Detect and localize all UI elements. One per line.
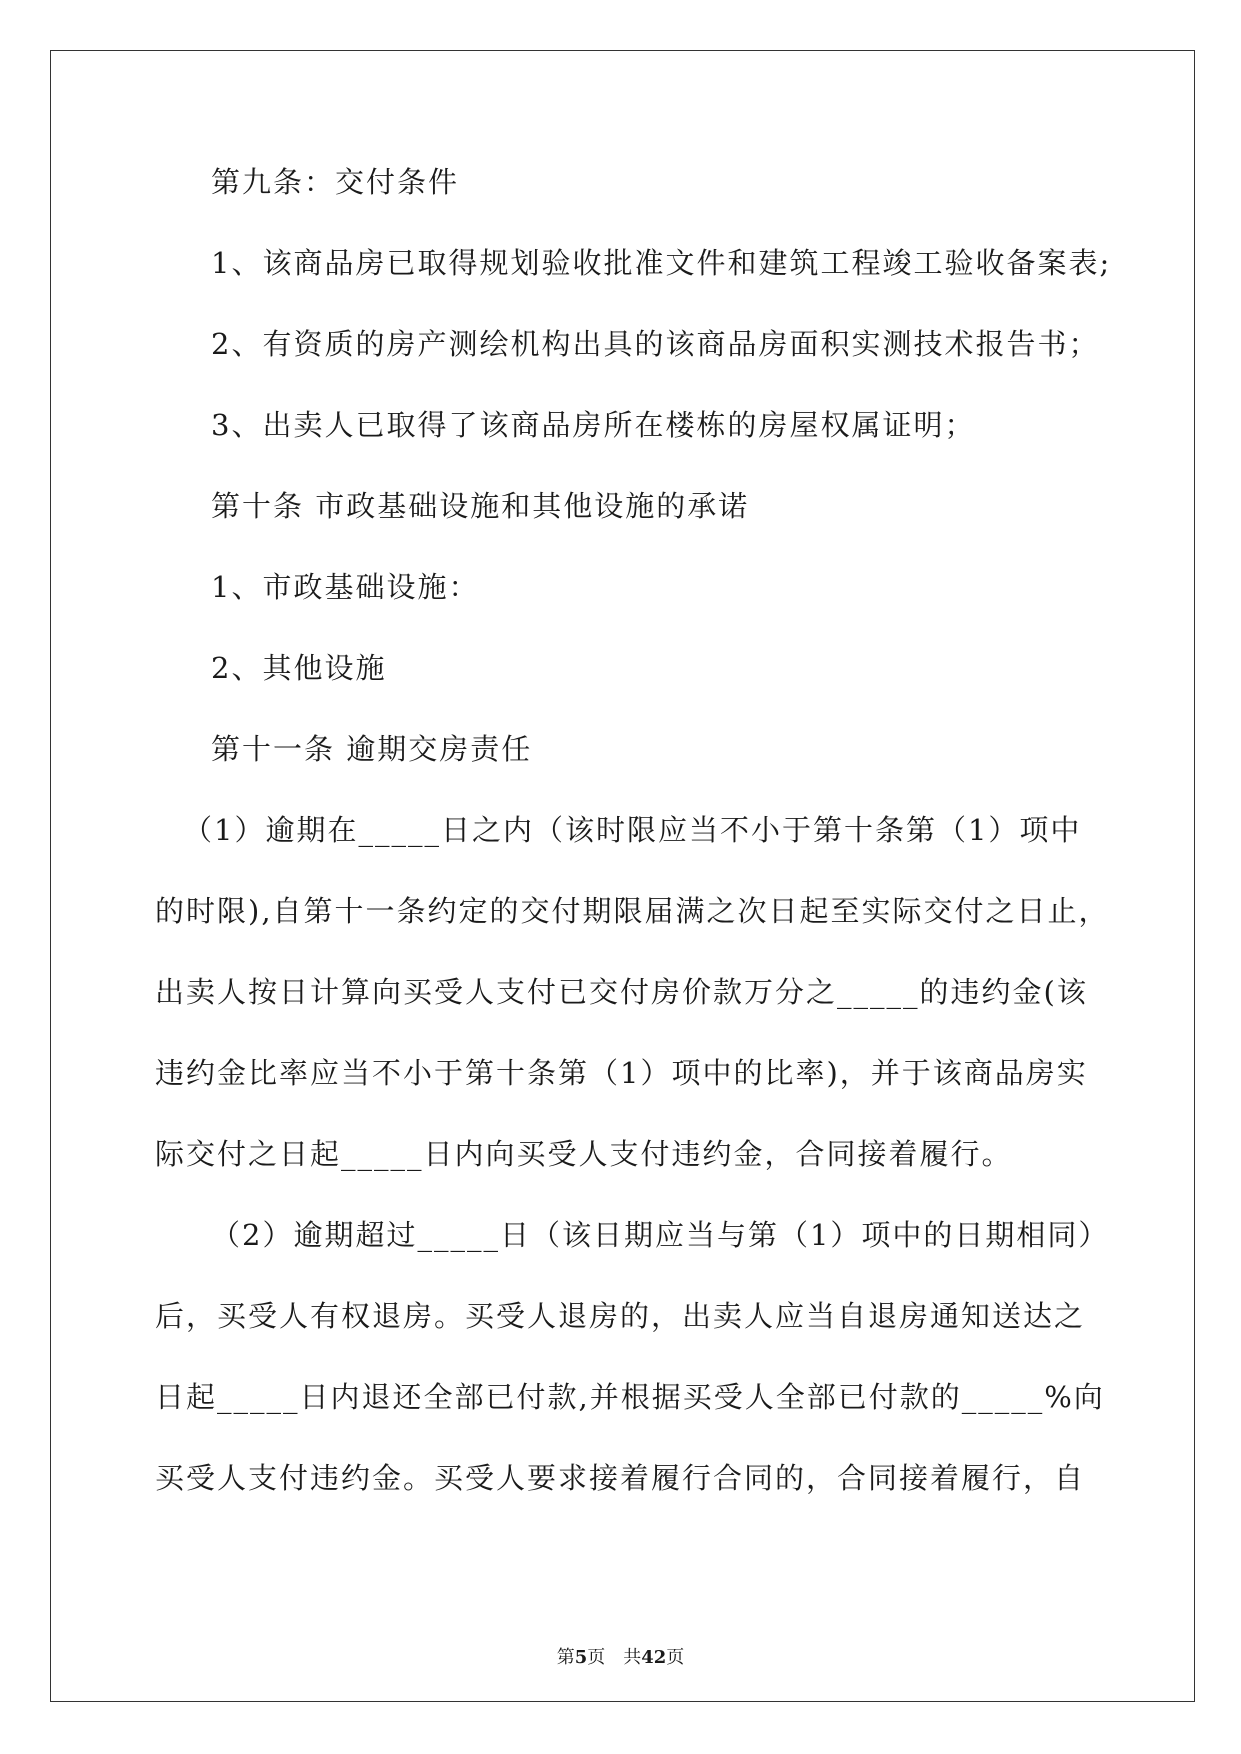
page-footer [0,1643,1241,1669]
article-10-heading: 第十条 市政基础设施和其他设施的承诺 [211,489,750,523]
article-11-para-1-line-1: （1）逾期在_____日之内（该时限应当不小于第十条第（1）项中 [183,813,1082,847]
article-11-para-1-line-3: 出卖人按日计算向买受人支付已交付房价款万分之_____的违约金(该 [155,975,1088,1009]
article-11-para-2-line-1: （2）逾期超过_____日（该日期应当与第（1）项中的日期相同） [211,1218,1110,1252]
article-11-para-1-line-5: 际交付之日起_____日内向买受人支付违约金，合同接着履行。 [155,1137,1013,1171]
article-11-heading: 第十一条 逾期交房责任 [211,732,533,766]
footer-page-suffix: 页 [587,1647,606,1668]
document-body [155,165,1115,1542]
footer-total-suffix: 页 [666,1647,685,1668]
article-11-para-2-line-4: 买受人支付违约金。买受人要求接着履行合同的，合同接着履行，自 [155,1461,1086,1495]
article-11-para-2-line-3: 日起_____日内退还全部已付款,并根据买受人全部已付款的_____%向 [155,1380,1105,1414]
footer-page-number: 5 [574,1647,588,1668]
article-11-para-1-line-4: 违约金比率应当不小于第十条第（1）项中的比率)，并于该商品房实 [155,1056,1088,1090]
footer-total-pages: 42 [641,1647,667,1668]
article-9-item-1: 1、该商品房已取得规划验收批准文件和建筑工程竣工验收备案表; [211,246,1112,280]
article-9-item-3: 3、出卖人已取得了该商品房所在楼栋的房屋权属证明； [211,408,976,442]
article-9-item-2: 2、有资质的房产测绘机构出具的该商品房面积实测技术报告书； [211,327,1100,361]
article-11-para-1-line-2: 的时限),自第十一条约定的交付期限届满之次日起至实际交付之日止， [155,894,1110,928]
footer-total-prefix: 共 [623,1647,642,1668]
article-10-item-2: 2、其他设施 [211,651,387,685]
article-10-item-1: 1、市政基础设施： [211,570,480,604]
article-11-para-2-line-2: 后，买受人有权退房。买受人退房的，出卖人应当自退房通知送达之 [155,1299,1086,1333]
article-9-heading: 第九条：交付条件 [211,165,460,199]
footer-page-prefix: 第 [556,1647,575,1668]
